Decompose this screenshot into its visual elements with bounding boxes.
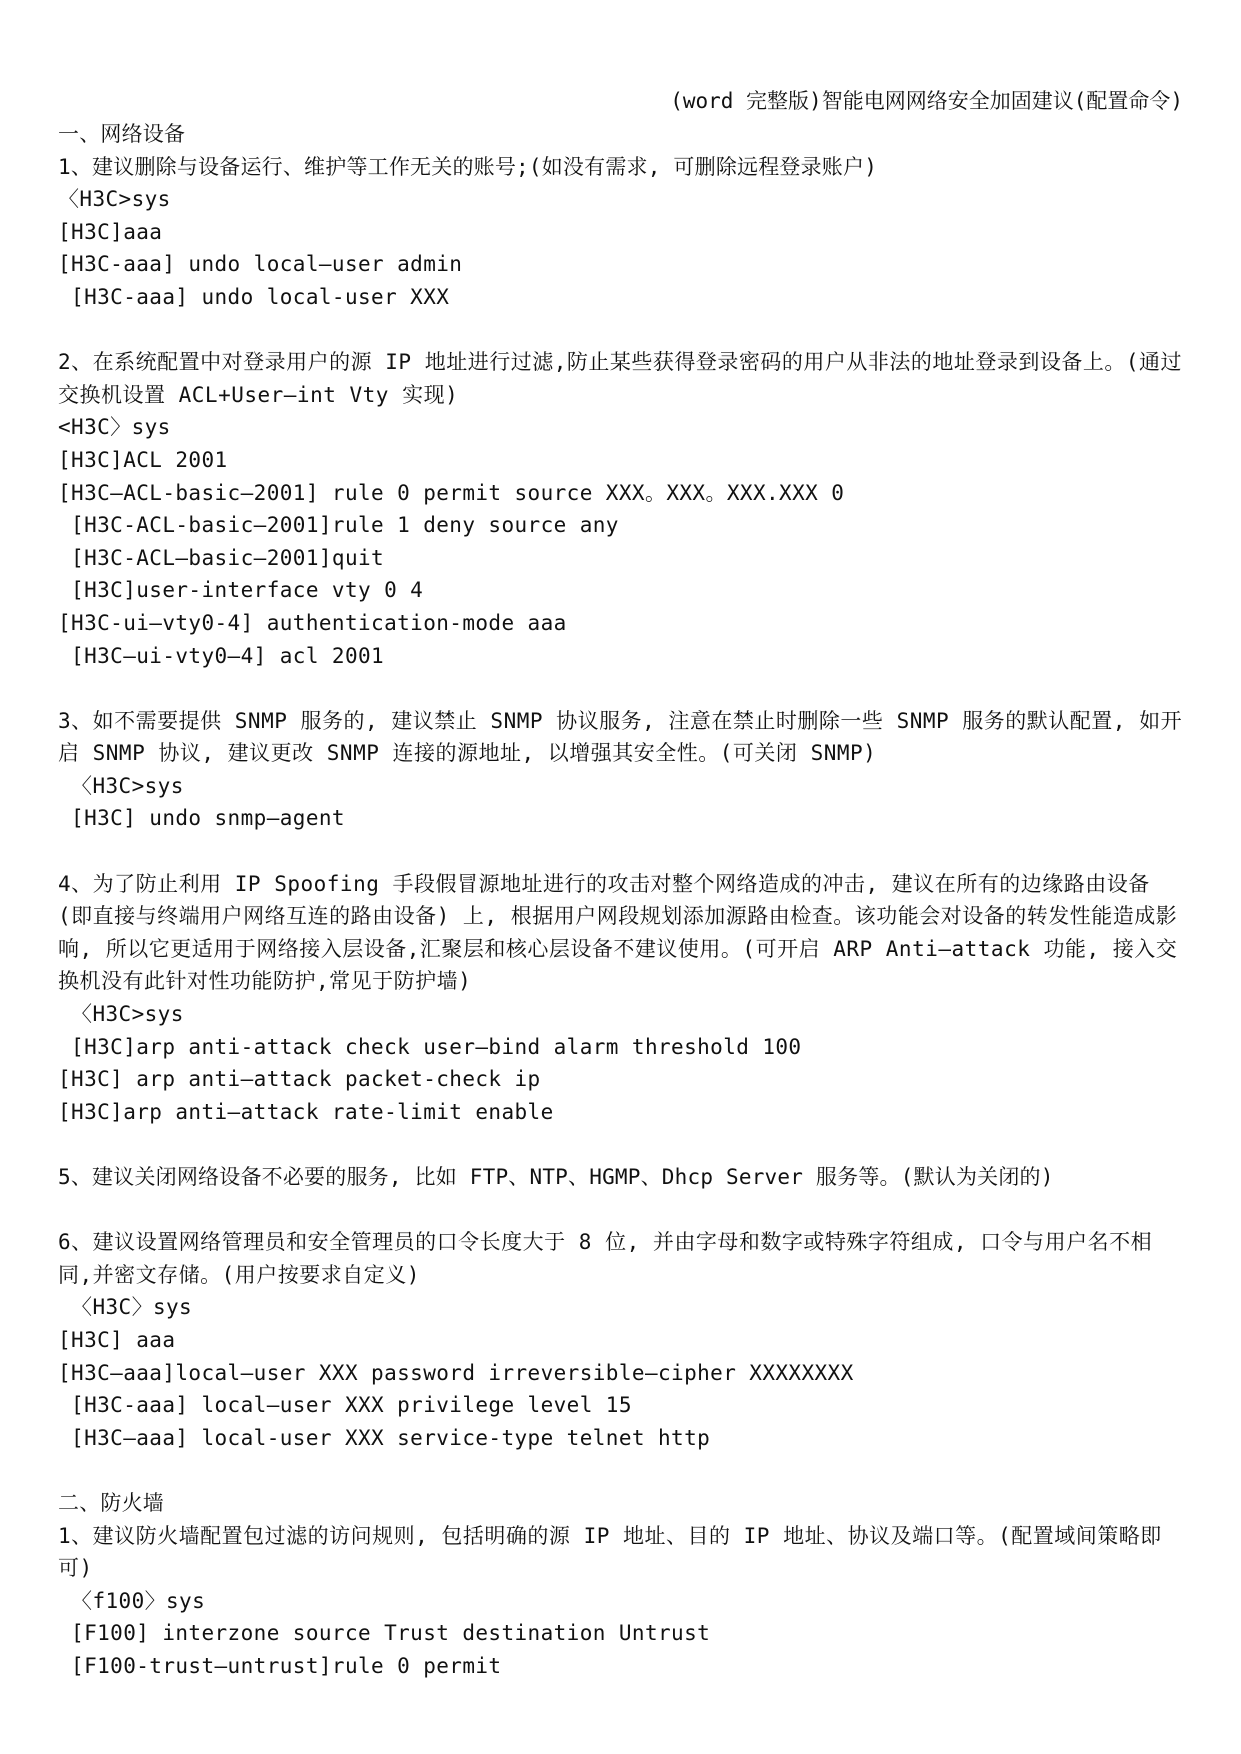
- command-line: [H3C] aaa: [58, 1327, 176, 1352]
- text-line: 二、防火墙: [58, 1490, 164, 1515]
- text-line: 5、建议关闭网络设备不必要的服务, 比如 FTP、NTP、HGMP、Dhcp Server 服务等。(默认为关闭的): [58, 1165, 1054, 1189]
- command-line: [H3C—ACL-basic—2001] rule 0 permit source XXX。XXX。XXX.XXX 0: [58, 480, 845, 505]
- blank-line: [58, 672, 1184, 705]
- document-body: [58, 118, 1184, 1683]
- blank-line: [58, 835, 1184, 868]
- command-line: [H3C]arp anti-attack check user—bind alarm threshold 100: [58, 1034, 802, 1059]
- text-line: 一、网络设备: [58, 122, 186, 146]
- command-line: 〈H3C〉sys: [58, 1295, 193, 1320]
- paragraph: 6、建议设置网络管理员和安全管理员的口令长度大于 8 位, 并由字母和数字或特殊字符组成, 口令与用户名不相同,并密文存储。(用户按要求自定义): [58, 1230, 1153, 1287]
- command-line: 〈H3C>sys: [58, 1002, 184, 1027]
- command-line: [H3C]aaa: [58, 219, 163, 244]
- command-line: [H3C-aaa] undo local—user admin: [58, 252, 463, 277]
- blank-line: [58, 1454, 1184, 1487]
- paragraph: 1、建议防火墙配置包过滤的访问规则, 包括明确的源 IP 地址、目的 IP 地址、协议及端口等。(配置域间策略即可): [58, 1523, 1162, 1581]
- command-line: [H3C]arp anti—attack rate-limit enable: [58, 1099, 554, 1124]
- command-line: [H3C]user-interface vty 0 4: [58, 578, 424, 603]
- command-line: <H3C〉sys: [58, 415, 171, 440]
- paragraph: 2、在系统配置中对登录用户的源 IP 地址进行过滤,防止某些获得登录密码的用户从非法的地址登录到设备上。(通过交换机设置 ACL+User—int Vty 实现): [58, 350, 1182, 407]
- command-line: [F100] interzone source Trust destination Untrust: [58, 1621, 711, 1646]
- blank-line: [58, 1194, 1184, 1227]
- command-line: 〈f100〉sys: [58, 1588, 206, 1613]
- paragraph: 4、为了防止利用 IP Spoofing 手段假冒源地址进行的攻击对整个网络造成的冲击, 建议在所有的边缘路由设备 (即直接与终端用户网络互连的路由设备) 上, 根据用户网段规划添加源路由检查。该功能会对设备的转发性能造成影响, 所以它更适用于网络接入层设备,汇聚层和核心层设备不建议使用。(可开启 ARP Anti—attack 功能, 接入交换机没有此针对性功能防护,常见于防护墙): [58, 871, 1178, 994]
- command-line: [H3C-aaa] undo local-user XXX: [58, 284, 450, 309]
- blank-line: [58, 314, 1184, 347]
- command-line: [H3C-ACL-basic—2001]rule 1 deny source any: [58, 513, 619, 538]
- command-line: [H3C-ui—vty0-4] authentication-mode aaa: [58, 610, 567, 635]
- command-line: [H3C]ACL 2001: [58, 447, 228, 472]
- command-line: [H3C-ACL—basic—2001]quit: [58, 545, 385, 570]
- command-line: [H3C—ui-vty0—4] acl 2001: [58, 643, 385, 668]
- command-line: [H3C—aaa]local—user XXX password irreversible—cipher XXXXXXXX: [58, 1360, 854, 1385]
- command-line: 〈H3C>sys: [58, 187, 171, 212]
- command-line: 〈H3C>sys: [58, 773, 184, 798]
- paragraph: 3、如不需要提供 SNMP 服务的, 建议禁止 SNMP 协议服务, 注意在禁止时删除一些 SNMP 服务的默认配置, 如开启 SNMP 协议, 建议更改 SNMP 连接的源地址, 以增强其安全性。(可关闭 SNMP): [58, 708, 1183, 766]
- command-line: [H3C] undo snmp—agent: [58, 806, 345, 831]
- command-line: [H3C-aaa] local—user XXX privilege level 15: [58, 1393, 632, 1418]
- page-header: (word 完整版)智能电网网络安全加固建议(配置命令): [670, 89, 1183, 113]
- command-line: [H3C—aaa] local-user XXX service-type telnet http: [58, 1425, 711, 1450]
- command-line: [F100-trust—untrust]rule 0 permit: [58, 1653, 502, 1678]
- text-line: 1、建议删除与设备运行、维护等工作无关的账号;(如没有需求, 可删除远程登录账户): [58, 154, 878, 179]
- blank-line: [58, 1128, 1184, 1161]
- command-line: [H3C] arp anti—attack packet-check ip: [58, 1067, 541, 1092]
